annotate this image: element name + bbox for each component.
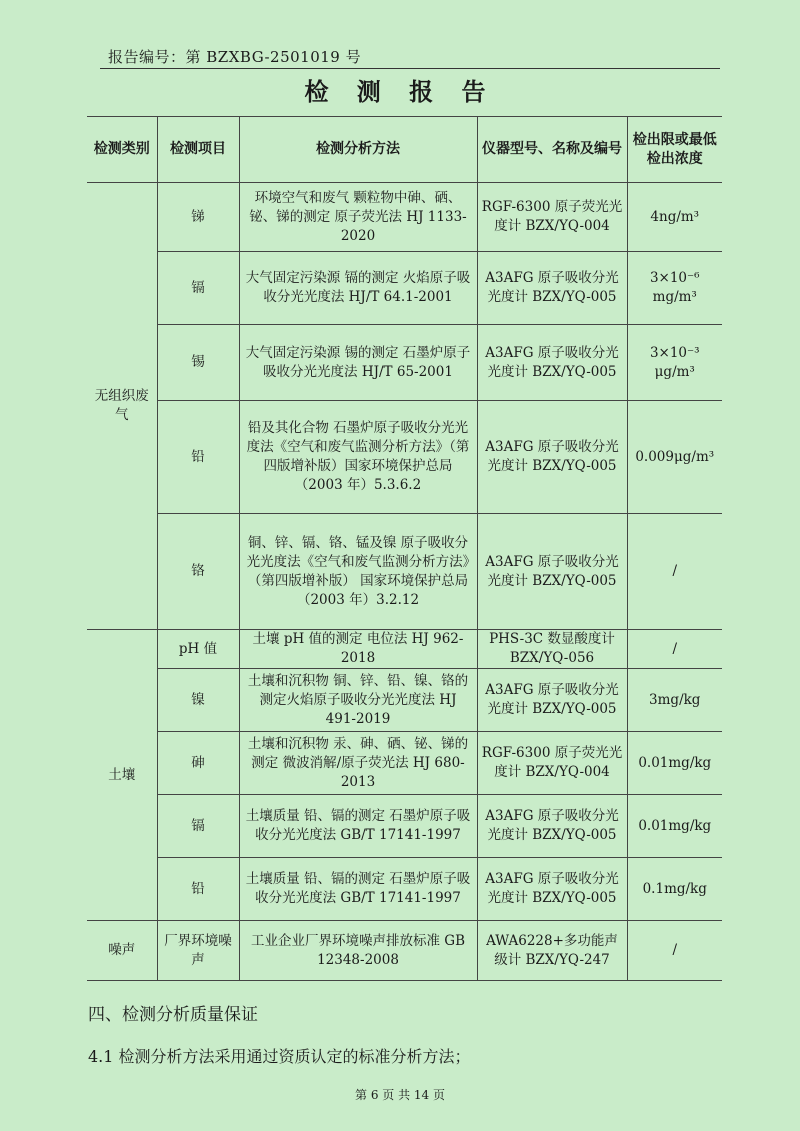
method-cell: 大气固定污染源 锡的测定 石墨炉原子吸收分光光度法 HJ/T 65-2001 — [239, 325, 477, 401]
header-rule — [100, 68, 720, 69]
table-row — [87, 183, 722, 252]
category-cell: 噪声 — [87, 921, 157, 981]
item-cell: 铬 — [157, 514, 239, 630]
instrument-cell: A3AFG 原子吸收分光光度计 BZX/YQ-005 — [477, 325, 627, 401]
item-cell: 锡 — [157, 325, 239, 401]
limit-cell: 3×10⁻⁶ mg/m³ — [627, 252, 722, 325]
limit-cell: 4ng/m³ — [627, 183, 722, 252]
method-cell: 土壤质量 铅、镉的测定 石墨炉原子吸收分光光度法 GB/T 17141-1997 — [239, 858, 477, 921]
item-cell: 铅 — [157, 401, 239, 514]
method-cell: 土壤和沉积物 汞、砷、硒、铋、锑的测定 微波消解/原子荧光法 HJ 680-2013 — [239, 732, 477, 795]
limit-cell: 0.01mg/kg — [627, 795, 722, 858]
test-method-table — [87, 116, 722, 981]
table-row — [87, 858, 722, 921]
method-cell: 大气固定污染源 镉的测定 火焰原子吸收分光光度法 HJ/T 64.1-2001 — [239, 252, 477, 325]
method-cell: 铅及其化合物 石墨炉原子吸收分光光度法《空气和废气监测分析方法》（第四版增补版）国家环境保护总局（2003 年）5.3.6.2 — [239, 401, 477, 514]
instrument-cell: RGF-6300 原子荧光光度计 BZX/YQ-004 — [477, 732, 627, 795]
table-row — [87, 795, 722, 858]
category-cell: 无组织废气 — [87, 183, 157, 630]
col-header-category: 检测类别 — [87, 117, 157, 183]
method-cell: 铜、锌、镉、铬、锰及镍 原子吸收分光光度法《空气和废气监测分析方法》（第四版增补版） 国家环境保护总局（2003 年）3.2.12 — [239, 514, 477, 630]
category-cell: 土壤 — [87, 630, 157, 921]
col-header-instrument: 仪器型号、名称及编号 — [477, 117, 627, 183]
item-cell: 铅 — [157, 858, 239, 921]
table-row — [87, 630, 722, 669]
col-header-limit: 检出限或最低检出浓度 — [627, 117, 722, 183]
item-cell: pH 值 — [157, 630, 239, 669]
instrument-cell: PHS-3C 数显酸度计 BZX/YQ-056 — [477, 630, 627, 669]
limit-cell: 3×10⁻³ μg/m³ — [627, 325, 722, 401]
report-number: 报告编号：第 BZXBG-2501019 号 — [108, 48, 362, 66]
limit-cell: 3mg/kg — [627, 669, 722, 732]
item-cell: 镉 — [157, 795, 239, 858]
instrument-cell: A3AFG 原子吸收分光光度计 BZX/YQ-005 — [477, 795, 627, 858]
method-cell: 环境空气和废气 颗粒物中砷、硒、铋、锑的测定 原子荧光法 HJ 1133-2020 — [239, 183, 477, 252]
item-cell: 锑 — [157, 183, 239, 252]
instrument-cell: A3AFG 原子吸收分光光度计 BZX/YQ-005 — [477, 514, 627, 630]
table-header-row — [87, 117, 722, 183]
instrument-cell: RGF-6300 原子荧光光度计 BZX/YQ-004 — [477, 183, 627, 252]
limit-cell: / — [627, 630, 722, 669]
instrument-cell: A3AFG 原子吸收分光光度计 BZX/YQ-005 — [477, 858, 627, 921]
col-header-method: 检测分析方法 — [239, 117, 477, 183]
table-row — [87, 732, 722, 795]
table-row — [87, 669, 722, 732]
item-cell: 砷 — [157, 732, 239, 795]
limit-cell: 0.1mg/kg — [627, 858, 722, 921]
table-row — [87, 921, 722, 981]
table-row — [87, 514, 722, 630]
section-title: 四、检测分析质量保证 — [88, 1005, 258, 1025]
table-row — [87, 325, 722, 401]
limit-cell: / — [627, 921, 722, 981]
table-row — [87, 401, 722, 514]
subsection-text: 4.1 检测分析方法采用通过资质认定的标准分析方法； — [88, 1047, 471, 1066]
item-cell: 厂界环境噪声 — [157, 921, 239, 981]
col-header-item: 检测项目 — [157, 117, 239, 183]
method-cell: 土壤质量 铅、镉的测定 石墨炉原子吸收分光光度法 GB/T 17141-1997 — [239, 795, 477, 858]
item-cell: 镍 — [157, 669, 239, 732]
limit-cell: 0.009μg/m³ — [627, 401, 722, 514]
instrument-cell: A3AFG 原子吸收分光光度计 BZX/YQ-005 — [477, 669, 627, 732]
instrument-cell: AWA6228+多功能声级计 BZX/YQ-247 — [477, 921, 627, 981]
instrument-cell: A3AFG 原子吸收分光光度计 BZX/YQ-005 — [477, 401, 627, 514]
page-number: 第 6 页 共 14 页 — [355, 1088, 445, 1102]
method-cell: 土壤 pH 值的测定 电位法 HJ 962-2018 — [239, 630, 477, 669]
report-title: 检 测 报 告 — [304, 77, 496, 106]
item-cell: 镉 — [157, 252, 239, 325]
instrument-cell: A3AFG 原子吸收分光光度计 BZX/YQ-005 — [477, 252, 627, 325]
method-cell: 土壤和沉积物 铜、锌、铅、镍、铬的测定火焰原子吸收分光光度法 HJ 491-2019 — [239, 669, 477, 732]
table-row — [87, 252, 722, 325]
method-cell: 工业企业厂界环境噪声排放标准 GB 12348-2008 — [239, 921, 477, 981]
limit-cell: 0.01mg/kg — [627, 732, 722, 795]
limit-cell: / — [627, 514, 722, 630]
